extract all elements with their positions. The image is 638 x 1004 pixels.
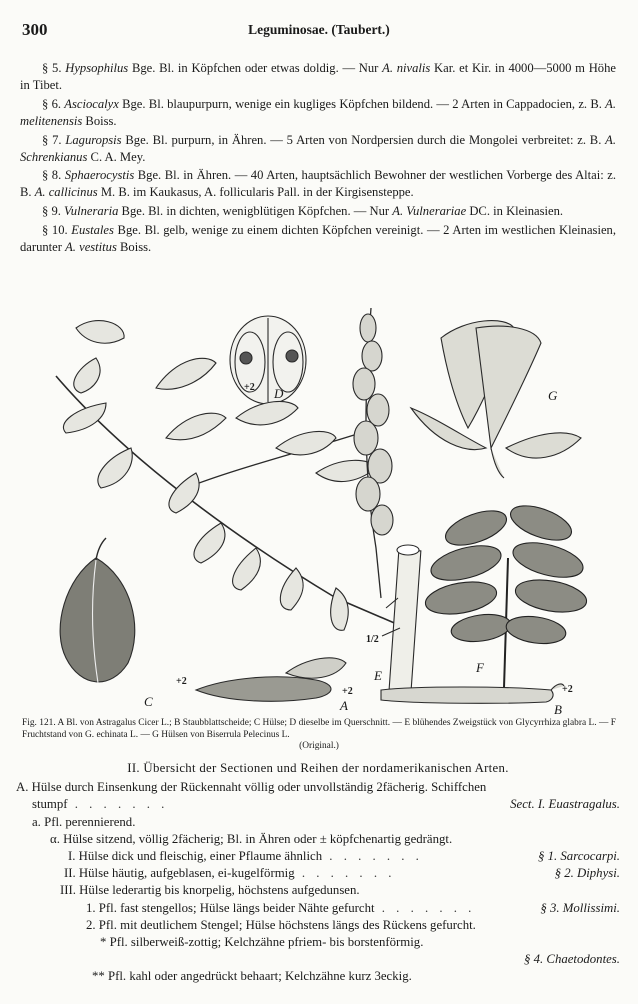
section-tail: Kar. et Kir. in 4000—5000 m Höhe in Tibet. bbox=[20, 61, 616, 92]
key-row-section: § 2. Diphysi. bbox=[554, 866, 620, 881]
sections-list bbox=[20, 60, 616, 258]
section-name: Asciocalyx bbox=[64, 96, 119, 111]
key-row bbox=[16, 900, 620, 917]
key-row-section: § 4. Chaetodontes. bbox=[524, 952, 620, 967]
label-a: A bbox=[340, 698, 348, 713]
key-row-text: stumpf bbox=[32, 797, 68, 812]
leader-dots: . . . . . . . bbox=[322, 848, 423, 863]
figure-c-pod bbox=[60, 538, 135, 683]
key-row bbox=[16, 951, 620, 968]
section-text: Bge. Bl. blaupurpurn, wenige ein kugliges Köpfchen bildend. — 2 Arten in Cappadocien, z. B. bbox=[118, 96, 606, 111]
mag-a: +2 bbox=[342, 686, 353, 697]
section-name: Vulneraria bbox=[64, 204, 119, 219]
key-row-text: 2. Pfl. mit deutlichem Stengel; Hülse höchstens längs des Rückens gefurcht. bbox=[86, 917, 476, 932]
figure-d-cross-section bbox=[230, 316, 306, 404]
key-row-section: Sect. I. Euastragalus. bbox=[510, 797, 620, 812]
label-e: E bbox=[374, 668, 382, 683]
key-row-text: ** Pfl. kahl oder angedrückt behaart; Kelchzähne kurz 3eckig. bbox=[92, 969, 412, 984]
section-sp: A. melitenensis bbox=[20, 96, 616, 128]
caption-text: Fig. 121. A Bl. von Astragalus Cicer L.; B Staubblattscheide; C Hülse; D dieselbe im Querschnitt. — E blühendes Zweigstück von Glycyrrhiza glabra L. — F Fruchtstand von G. echinata L. — G Hülsen von Biserrula Pelecinus L. bbox=[22, 718, 616, 740]
section-name: Sphaerocystis bbox=[64, 168, 135, 183]
identification-key bbox=[16, 760, 620, 985]
section-num: § 6. bbox=[42, 96, 65, 111]
key-rows bbox=[16, 779, 620, 985]
section-num: § 9. bbox=[42, 204, 65, 219]
section-tail: M. B. im Kaukasus, A. follicularis Pall. in der Kirgisensteppe. bbox=[97, 185, 414, 200]
mag-c: +2 bbox=[176, 676, 187, 687]
key-row bbox=[16, 814, 620, 831]
section-num: § 7. bbox=[42, 132, 66, 147]
figure-illustration bbox=[36, 298, 606, 716]
section-num: § 5. bbox=[42, 61, 66, 75]
section-paragraph bbox=[20, 60, 616, 94]
label-g: G bbox=[548, 388, 558, 403]
key-row bbox=[16, 934, 620, 951]
key-row-text: I. Hülse dick und fleischig, einer Pflaume ähnlich bbox=[68, 848, 323, 863]
section-text: Bge. Bl. gelb, wenige zu einem dichten Köpfchen vereinigt. — 2 Arten im westlichen Kleinasien, darunter bbox=[20, 223, 616, 255]
label-d: D bbox=[274, 386, 284, 401]
key-row-section: § 3. Mollissimi. bbox=[540, 900, 620, 915]
section-text: Bge. Bl. purpurn, in Ähren. — 5 Arten von Nordpersien durch die Mongolei verbreitet: z. B. bbox=[121, 132, 606, 147]
section-sp: A. callicinus bbox=[34, 185, 98, 200]
section-name: Eustales bbox=[71, 223, 114, 238]
label-c: C bbox=[144, 694, 153, 709]
key-row-text: II. Hülse häutig, aufgeblasen, ei-kugelförmig bbox=[64, 866, 295, 881]
section-sp: A. nivalis bbox=[382, 61, 431, 75]
section-text: Bge. Bl. in dichten, wenigblütigen Köpfchen. — Nur bbox=[118, 204, 393, 219]
running-title: Leguminosae. (Taubert.) bbox=[248, 22, 390, 37]
label-f: F bbox=[476, 660, 484, 675]
key-row bbox=[16, 831, 620, 848]
section-text: Bge. Bl. in Köpfchen oder etwas doldig. — Nur bbox=[128, 61, 383, 75]
page-number: 300 bbox=[22, 20, 48, 39]
mag-d: +2 bbox=[244, 382, 255, 393]
key-row-text: * Pfl. silberweiß-zottig; Kelchzähne pfriem- bis borstenförmig. bbox=[100, 934, 424, 949]
botanical-figure bbox=[36, 298, 606, 716]
key-row-text: α. Hülse sitzend, völlig 2fächerig; Bl. in Ähren oder ± köpfchenartig gedrängt. bbox=[50, 831, 453, 846]
caption-original: (Original.) bbox=[299, 741, 339, 752]
section-name: Hypsophilus bbox=[65, 61, 129, 75]
section-tail: C. A. Mey. bbox=[87, 149, 146, 164]
leader-dots: . . . . . . . bbox=[67, 797, 169, 812]
section-tail: Boiss. bbox=[116, 240, 152, 255]
section-sp: A. Vulnerariae bbox=[392, 204, 467, 219]
section-text: Bge. Bl. in Ähren. — 40 Arten, hauptsächlich Bewohner der westlichen Vorberge des Altai: z. B. bbox=[20, 168, 617, 200]
key-row bbox=[16, 882, 620, 899]
key-row bbox=[16, 779, 620, 796]
figure-a-flower bbox=[196, 658, 346, 701]
key-row bbox=[16, 917, 620, 934]
key-heading: II. Übersicht der Sectionen und Reihen der nordamerikanischen Arten. bbox=[127, 761, 509, 775]
section-paragraph bbox=[20, 132, 616, 166]
mag-e: 1/2 bbox=[366, 634, 379, 645]
key-row bbox=[16, 796, 620, 813]
key-row-text: a. Pfl. perennierend. bbox=[32, 814, 136, 829]
key-row-text: 1. Pfl. fast stengellos; Hülse längs beider Nähte gefurcht bbox=[86, 900, 375, 915]
section-sp: A. vestitus bbox=[65, 240, 117, 255]
key-row bbox=[16, 865, 620, 882]
figure-caption bbox=[22, 718, 616, 753]
page-header bbox=[22, 20, 616, 40]
section-sp: A. Schrenkianus bbox=[20, 132, 616, 164]
section-paragraph bbox=[20, 167, 616, 201]
section-num: § 10. bbox=[42, 223, 72, 238]
leader-dots: . . . . . . . bbox=[294, 866, 396, 881]
mag-b: +2 bbox=[562, 684, 573, 695]
key-row-text: III. Hülse lederartig bis knorpelig, höchstens aufgedunsen. bbox=[60, 883, 360, 898]
label-b: B bbox=[554, 702, 562, 717]
key-row bbox=[16, 968, 620, 985]
key-row bbox=[16, 848, 620, 865]
section-paragraph bbox=[20, 96, 616, 130]
figure-f-fruit-cluster bbox=[423, 499, 589, 688]
key-row-text: A. Hülse durch Einsenkung der Rückennaht völlig oder unvollständig 2fächerig. Schiffchen bbox=[16, 780, 487, 795]
section-tail: DC. in Kleinasien. bbox=[466, 204, 564, 219]
section-paragraph bbox=[20, 222, 616, 256]
section-name: Laguropsis bbox=[65, 132, 122, 147]
leader-dots: . . . . . . . bbox=[374, 900, 476, 915]
section-paragraph bbox=[20, 203, 616, 220]
section-tail: Boiss. bbox=[82, 113, 117, 128]
key-row-section: § 1. Sarcocarpi. bbox=[538, 848, 620, 863]
section-num: § 8. bbox=[42, 168, 65, 183]
